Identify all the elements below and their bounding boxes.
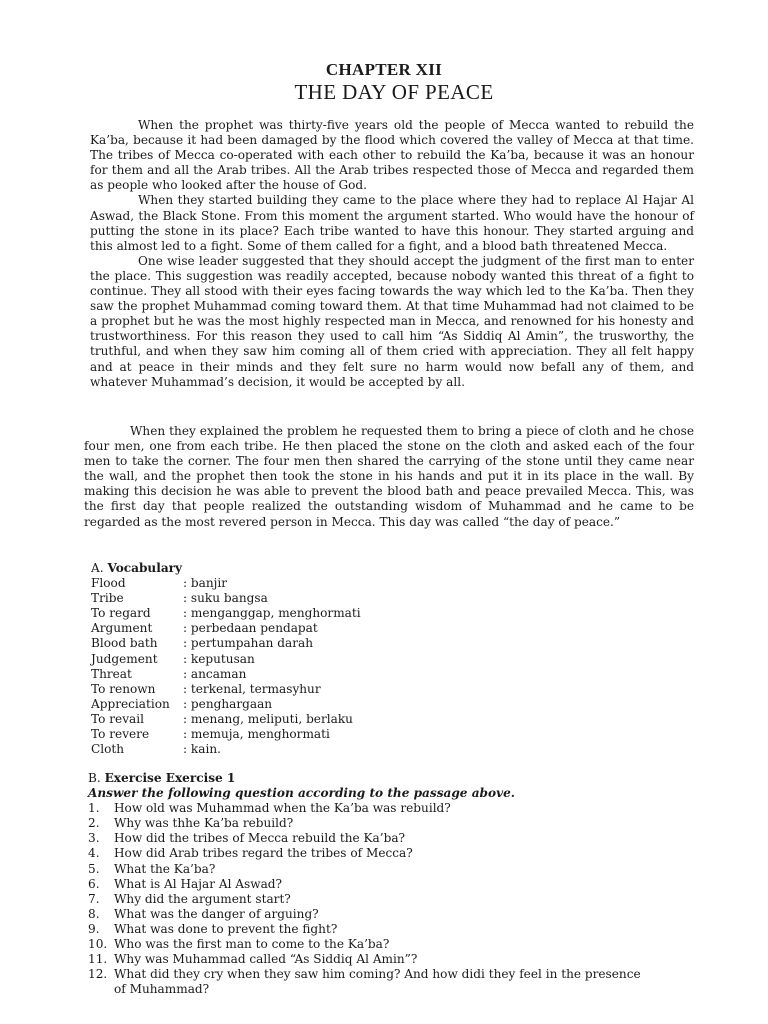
question-item xyxy=(88,816,688,831)
vocabulary-item xyxy=(91,727,361,742)
question-text: How old was Muhammad when the Ka’ba was rebuild? xyxy=(114,801,451,816)
question-item xyxy=(88,862,688,877)
question-number: 5. xyxy=(88,861,100,876)
vocabulary-section xyxy=(91,561,361,757)
question-text: Why was Muhammad called “As Siddiq Al Amin”? xyxy=(114,952,418,967)
question-text: How did the tribes of Mecca rebuild the Ka’ba? xyxy=(114,831,406,846)
question-number: 3. xyxy=(88,831,100,846)
exercise-title: Exercise Exercise 1 xyxy=(104,771,236,785)
vocabulary-term: To revail xyxy=(91,711,144,726)
vocabulary-term: To revere xyxy=(91,727,150,742)
question-number: 12. xyxy=(88,967,108,982)
question-number: 7. xyxy=(88,891,100,906)
vocabulary-definition: : memuja, menghormati xyxy=(183,727,330,742)
question-item xyxy=(88,877,688,892)
question-number: 9. xyxy=(88,921,100,936)
question-number: 6. xyxy=(88,876,100,891)
vocabulary-term: To renown xyxy=(91,681,156,696)
vocabulary-term: Tribe xyxy=(91,591,124,606)
vocabulary-definition: : terkenal, termasyhur xyxy=(183,681,321,696)
vocabulary-definition: : menang, meliputi, berlaku xyxy=(183,711,353,726)
vocabulary-term: Appreciation xyxy=(91,696,170,711)
vocabulary-definition: : penghargaan xyxy=(183,696,273,711)
vocabulary-term: Argument xyxy=(91,621,153,636)
question-number: 1. xyxy=(88,801,100,816)
question-text: What was the danger of arguing? xyxy=(114,906,319,921)
vocabulary-list xyxy=(91,576,361,757)
vocabulary-definition: : ancaman xyxy=(183,666,247,681)
vocabulary-definition: : banjir xyxy=(183,576,228,591)
question-text: Who was the first man to come to the Ka’ba? xyxy=(114,937,390,952)
question-number: 4. xyxy=(88,846,100,861)
question-text: Why did the argument start? xyxy=(114,891,291,906)
vocabulary-term: To regard xyxy=(91,606,151,621)
vocabulary-item xyxy=(91,712,361,727)
question-text-continuation: of Muhammad? xyxy=(114,982,210,997)
vocabulary-term: Cloth xyxy=(91,742,125,757)
exercise-section xyxy=(88,771,688,997)
passage-part-2 xyxy=(84,424,694,530)
question-number: 8. xyxy=(88,906,100,921)
vocabulary-item xyxy=(91,682,361,697)
vocabulary-definition: : pertumpahan darah xyxy=(183,636,314,651)
exercise-heading xyxy=(88,771,688,786)
vocabulary-item xyxy=(91,742,361,757)
question-item xyxy=(88,937,688,952)
vocabulary-prefix: A. xyxy=(91,561,104,575)
vocabulary-heading xyxy=(91,561,361,576)
question-item xyxy=(88,846,688,861)
vocabulary-title: Vocabulary xyxy=(107,561,183,575)
question-text: What was done to prevent the fight? xyxy=(114,921,338,936)
question-item xyxy=(88,831,688,846)
vocabulary-definition: : perbedaan pendapat xyxy=(183,621,318,636)
question-item xyxy=(88,952,688,967)
question-text: What the Ka’ba? xyxy=(114,861,216,876)
vocabulary-item xyxy=(91,591,361,606)
question-text: What is Al Hajar Al Aswad? xyxy=(114,876,283,891)
vocabulary-item xyxy=(91,636,361,651)
paragraph-4: When they explained the problem he requested them to bring a piece of cloth and he chose four men, one from each tribe. He then placed the stone on the cloth and asked each of the four men to take the corner. The four men then shared the carrying of the stone until they came near the wall, and the prophet then took the stone in his hands and put it in its place in the wall. By making this decision he was able to prevent the blood bath and peace prevailed Mecca. This, was the first day that people realized the outstanding wisdom of Muhammad and he came to be regarded as the most revered person in Mecca. This day was called “the day of peace.” xyxy=(84,424,694,529)
chapter-number: CHAPTER XII xyxy=(325,60,443,79)
vocabulary-item xyxy=(91,652,361,667)
vocabulary-definition: : kain. xyxy=(183,742,221,757)
vocabulary-item xyxy=(91,606,361,621)
paragraph-1: When the prophet was thirty-five years old the people of Mecca wanted to rebuild the Ka’ba, because it had been damaged by the flood which covered the valley of Mecca at that time. The tribes of Mecca co-operated with each other to rebuild the Ka’ba, because it was an honour for them and all the Arab tribes. All the Arab tribes respected those of Mecca and regarded them as people who looked after the house of God. xyxy=(90,118,694,193)
exercise-instruction: Answer the following question according to the passage above. xyxy=(88,786,516,801)
question-item xyxy=(88,967,688,982)
question-number: 2. xyxy=(88,816,100,831)
vocabulary-definition: : suku bangsa xyxy=(183,591,268,606)
vocabulary-item xyxy=(91,621,361,636)
vocabulary-term: Blood bath xyxy=(91,636,158,651)
question-item xyxy=(88,922,688,937)
vocabulary-definition: : keputusan xyxy=(183,651,255,666)
question-item xyxy=(88,801,688,816)
question-text: Why was thhe Ka’ba rebuild? xyxy=(114,816,294,831)
vocabulary-item xyxy=(91,697,361,712)
vocabulary-definition: : menganggap, menghormati xyxy=(183,606,361,621)
question-number: 10. xyxy=(88,937,108,952)
question-item xyxy=(88,907,688,922)
vocabulary-item xyxy=(91,576,361,591)
question-text: How did Arab tribes regard the tribes of Mecca? xyxy=(114,846,413,861)
passage-part-1 xyxy=(90,118,694,390)
question-item xyxy=(88,892,688,907)
exercise-prefix: B. xyxy=(88,771,101,785)
vocabulary-term: Threat xyxy=(91,666,132,681)
chapter-title: THE DAY OF PEACE xyxy=(294,80,494,104)
vocabulary-term: Flood xyxy=(91,576,126,591)
paragraph-3: One wise leader suggested that they should accept the judgment of the first man to enter the place. This suggestion was readily accepted, because nobody wanted this threat of a fight to continue. They all stood with their eyes facing towards the way which led to the Ka’ba. Then they saw the prophet Muhammad coming toward them. At that time Muhammad had not claimed to be a prophet but he was the most highly respected man in Mecca, and renowned for his honesty and trustworthiness. For this reason they used to call him “As Siddiq Al Amin”, the trusworthy, the truthful, and when they saw him coming all of them cried with appreciation. They all felt happy and at peace in their minds and they felt sure no harm would now befall any of them, and whatever Muhammad’s decision, it would be accepted by all. xyxy=(90,253,694,389)
paragraph-2: When they started building they came to the place where they had to replace Al Hajar Al Aswad, the Black Stone. From this moment the argument started. Who would have the honour of putting the stone in its place? Each tribe wanted to have this honour. They started arguing and this almost led to a fight. Some of them called for a fight, and a blood bath threatened Mecca. xyxy=(90,193,694,253)
vocabulary-term: Judgement xyxy=(91,651,158,666)
question-text: What did they cry when they saw him coming? And how didi they feel in the presence xyxy=(114,967,641,982)
vocabulary-item xyxy=(91,667,361,682)
question-number: 11. xyxy=(88,952,108,967)
question-list xyxy=(88,801,688,997)
